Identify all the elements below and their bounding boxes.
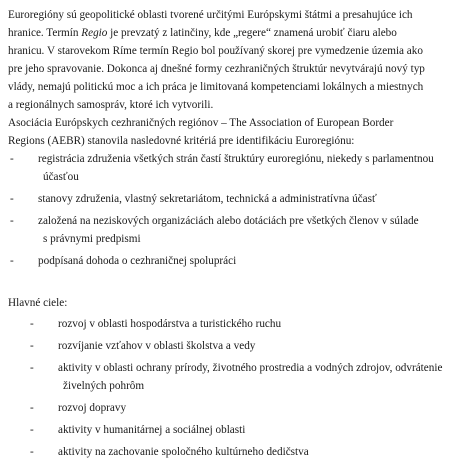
intro-line-3: hranicu. V starovekom Ríme termín Regio bol používaný skorej pre vymedzenie územia ako (8, 45, 423, 57)
aebr-line-2: Regions (AEBR) stanovila nasledovné kritériá pre identifikáciu Euroregiónu: (8, 135, 355, 147)
criteria-item-text-cont: s právnymi predpismi (43, 233, 141, 245)
goals-heading: Hlavné ciele: (8, 297, 68, 309)
aebr-paragraph (8, 114, 451, 150)
blank-line (8, 274, 451, 294)
criteria-item (8, 150, 451, 186)
bullet-dash: - (30, 318, 34, 330)
goal-item-text: aktivity v humanitárnej a sociálnej oblasti (58, 424, 246, 436)
goal-item (8, 443, 451, 461)
bullet-dash: - (30, 340, 34, 352)
bullet-dash: - (30, 424, 34, 436)
term-regio: Regio (81, 27, 108, 39)
goal-item (8, 359, 451, 395)
intro-line-2-start: hranice. Termín (8, 27, 82, 39)
bullet-dash: - (10, 153, 14, 165)
aebr-line-1: Asociácia Európskych cezhraničných regiónov – The Association of European Border (8, 117, 394, 129)
intro-line-5: vlády, nemajú politickú moc a ich práca je limitovaná kompetenciami lokálnych a miestnych (8, 81, 424, 93)
goal-item-text: rozvoj dopravy (58, 402, 127, 414)
goal-item-text: aktivity v oblasti ochrany prírody, životného prostredia a vodných zdrojov, odvrátenie (58, 362, 443, 374)
goal-item (8, 315, 451, 333)
bullet-dash: - (10, 255, 14, 267)
goal-item-text: rozvoj v oblasti hospodárstva a turistického ruchu (58, 318, 282, 330)
goal-item (8, 421, 451, 439)
goals-list (8, 315, 451, 461)
goal-item (8, 399, 451, 417)
bullet-dash: - (30, 446, 34, 458)
bullet-dash: - (10, 193, 14, 205)
intro-line-6: a regionálnych samospráv, ktoré ich vytvorili. (8, 99, 214, 111)
goal-item-text-cont: živelných pohrôm (63, 380, 145, 392)
criteria-item (8, 190, 451, 208)
criteria-list (8, 150, 451, 270)
criteria-item-text: stanovy združenia, vlastný sekretariátom, technická a administratívna účasť (38, 193, 377, 205)
criteria-item-text: založená na neziskových organizáciách alebo dotáciách pre všetkých členov v súlade (38, 215, 419, 227)
goal-item-text: rozvíjanie vzťahov v oblasti školstva a vedy (58, 340, 256, 352)
intro-line-1: Euroregióny sú geopolitické oblasti tvorené určitými Európskymi štátmi a presahujúce ich (8, 9, 413, 21)
bullet-dash: - (30, 362, 34, 374)
criteria-item-text-cont: účasťou (43, 171, 79, 183)
goal-item (8, 337, 451, 355)
criteria-item-text: registrácia združenia všetkých strán častí štruktúry euroregiónu, niekedy s parlamentnou (38, 153, 434, 165)
criteria-item (8, 212, 451, 248)
criteria-item (8, 252, 451, 270)
bullet-dash: - (10, 215, 14, 227)
intro-line-4: pre jeho spravovanie. Dokonca aj dnešné formy cezhraničných štruktúr nevytvárajú nový typ (8, 63, 425, 75)
goal-item-text: aktivity na zachovanie spoločného kultúrneho dedičstva (58, 446, 309, 458)
intro-line-2-end: je prevzatý z latinčiny, kde „regere“ znamená urobiť čiaru alebo (107, 27, 397, 39)
bullet-dash: - (30, 402, 34, 414)
intro-line-2 (8, 24, 451, 42)
criteria-item-text: podpísaná dohoda o cezhraničnej spolupráci (38, 255, 237, 267)
intro-paragraph (8, 6, 451, 114)
